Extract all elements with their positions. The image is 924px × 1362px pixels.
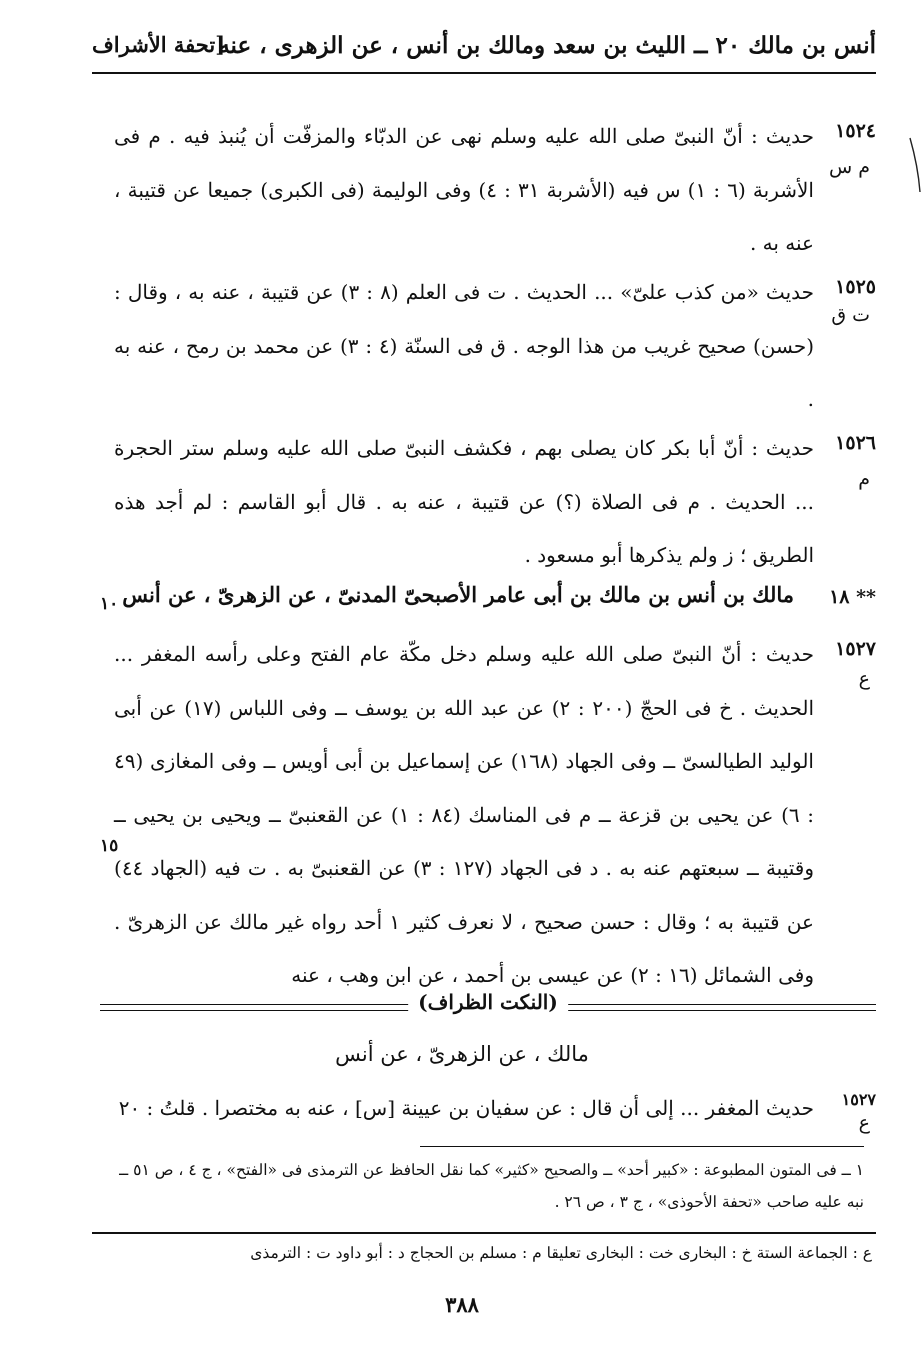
nukat-divider: [100, 990, 876, 1026]
entry-text: حديث المغفر ... إلى أن قال : عن سفيان بن عيينة [س] ، عنه به مختصرا . قلتُ : ٢٠: [118, 1096, 814, 1120]
page-edge-mark: [908, 136, 922, 194]
hadith-entry-1525: [100, 266, 876, 428]
legend-rule: [92, 1232, 876, 1234]
entry-sigla: م س: [829, 156, 870, 178]
header-section-title: أنس بن مالك ٢٠ ــ الليث بن سعد ومالك بن أنس ، عن الزهرى ، عنه: [218, 32, 876, 59]
running-header: [92, 22, 876, 70]
hadith-entry-1526: [100, 422, 876, 584]
entry-text: حديث «من كذب علىّ» ... الحديث . ت فى العلم (٨ : ٣) عن قتيبة ، عنه به ، وقال : (حسن) صحيح غريب من هذا الوجه . ق فى السنّة (٤ : ٣) عن محمد بن رمح ، عنه به .: [114, 280, 815, 411]
nukat-subheading: مالك ، عن الزهرىّ ، عن أنس: [335, 1042, 589, 1066]
chain-number: ١٨ **: [829, 586, 876, 608]
line-number-15: ١٥: [100, 836, 119, 856]
entry-number: ١٥٢٦: [835, 432, 876, 454]
isnad-chain-heading: [110, 580, 876, 624]
page-number: ٣٨٨: [445, 1292, 479, 1317]
entry-sigla: ع: [858, 668, 870, 690]
hadith-entry-1527: [100, 628, 876, 988]
entry-number: ١٥٢٧: [835, 638, 876, 660]
footnote-rule: [420, 1146, 864, 1147]
entry-text: حديث : أنّ أبا بكر كان يصلى بهم ، فكشف النبىّ صلى الله عليه وسلم ستر الحجرة ... الحديث . م فى الصلاة (؟) عن قتيبة ، عنه به . قال أبو القاسم : لم أجد هذه الطريق ؛ ز ولم يذكرها أبو مسعود .: [114, 436, 815, 567]
entry-number: ١٥٢٥: [835, 276, 876, 298]
entry-number: ١٥٢٤: [835, 120, 876, 142]
header-rule: [92, 72, 876, 74]
chain-text: مالك بن أنس بن مالك بن أبى عامر الأصبحىّ المدنىّ ، عن الزهرىّ ، عن أنس: [122, 582, 794, 607]
abbreviation-legend: ع : الجماعة الستة خ : البخارى خت : البخارى تعليقا م : مسلم بن الحجاج د : أبو داود ت : الترمذى: [250, 1244, 872, 1262]
entry-sigla: م: [858, 468, 870, 490]
entry-sigla: ت ق: [831, 304, 870, 326]
line-number-10: ١٠: [100, 594, 119, 614]
entry-sigla: ع: [858, 1112, 870, 1134]
footnote: ١ ــ فى المتون المطبوعة : «كبير أحد» ــ والصحيح «كثير» كما نقل الحافظ عن الترمذى فى «الفتح» ، ج ٤ ، ص ٥١ ــ نبه عليه صاحب «تحفة الأحوذى» ، ج ٣ ، ص ٢٦ .: [119, 1161, 864, 1211]
nukat-entry-1527: [100, 1090, 876, 1140]
entry-text: حديث : أنّ النبىّ صلى الله عليه وسلم دخل مكّة عام الفتح وعلى رأسه المغفر ... الحديث . خ فى الحجّ (٢٠٠ : ٢) عن عبد الله بن يوسف ــ وفى اللباس (١٧) عن أبى الوليد الطيالسىّ ــ وفى الجهاد (١٦٨) عن إسماعيل بن أبى أويس ــ وفى المغازى (٤٩ : ٦) عن يحيى بن قزعة ــ م فى المناسك (٨٤ : ١) عن القعنبىّ ــ ويحيى بن يحيى ــ وقتيبة ــ سبعتهم عنه به . د فى الجهاد (١٢٧ : ٣) عن القعنبىّ به . ت فيه (الجهاد ٤٤) عن قتيبة به ؛ وقال : حسن صحيح ، لا نعرف كثير ١ أحد رواه غير مالك عن الزهرىّ . وفى الشمائل (١٦ : ٢) عن عيسى بن أحمد ، عن ابن وهب ، عنه: [114, 642, 815, 987]
hadith-entry-1524: [100, 110, 876, 272]
entry-text: حديث : أنّ النبىّ صلى الله عليه وسلم نهى عن الدبّاء والمزفّت أن يُنبذ فيه . م فى الأشربة (٦ : ١) س فيه (الأشربة ٣١ : ٤) وفى الوليمة (فى الكبرى) جميعا عن قتيبة ، عنه به .: [114, 124, 814, 255]
nukat-title: (النكت الظراف): [408, 990, 568, 1014]
entry-number: ١٥٢٧: [841, 1090, 876, 1109]
header-book-title: [تحفة الأشراف: [92, 32, 226, 57]
